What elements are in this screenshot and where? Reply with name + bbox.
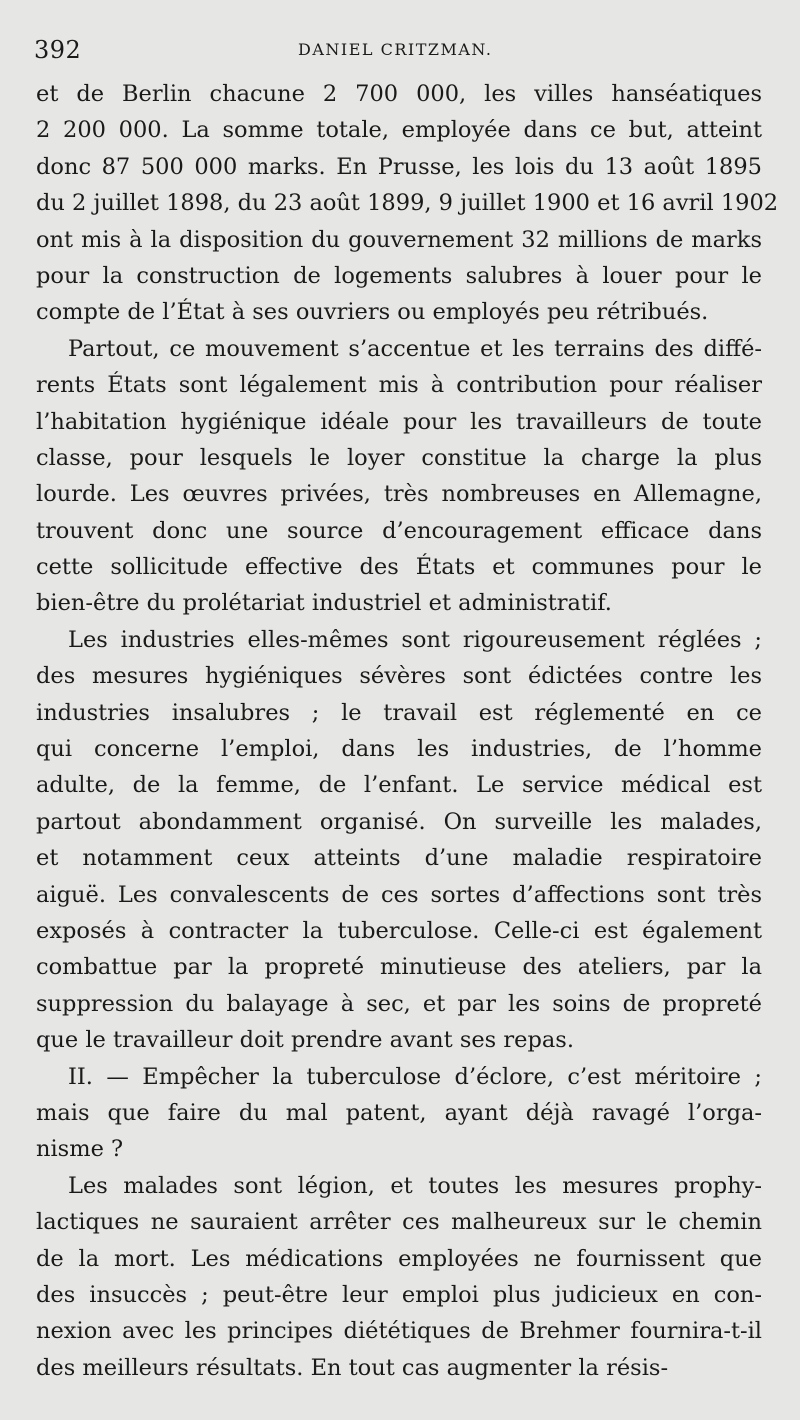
paragraph xyxy=(36,331,762,622)
page-number: 392 xyxy=(34,36,82,64)
text-line: l’habitation hygiénique idéale pour les travailleurs de toute xyxy=(36,408,762,435)
text-line: classe, pour lesquels le loyer constitue la charge la plus xyxy=(36,444,762,471)
text-line: partout abondamment organisé. On surveille les malades, xyxy=(36,808,762,835)
text-line: pour la construction de logements salubres à louer pour le xyxy=(36,262,762,289)
text-line: donc 87 500 000 marks. En Prusse, les lois du 13 août 1895 xyxy=(36,153,762,180)
running-title: DANIEL CRITZMAN. xyxy=(298,40,493,59)
text-line: II. — Empêcher la tuberculose d’éclore, c’est méritoire ; xyxy=(68,1063,762,1090)
text-line: que le travailleur doit prendre avant ses repas. xyxy=(36,1027,574,1054)
body-text xyxy=(36,76,779,1386)
text-line: bien-être du prolétariat industriel et administratif. xyxy=(36,590,612,617)
text-line: des meilleurs résultats. En tout cas augmenter la résis- xyxy=(36,1354,669,1381)
text-line: ont mis à la disposition du gouvernement 32 millions de marks xyxy=(36,226,762,253)
text-line: 2 200 000. La somme totale, employée dans ce but, atteint xyxy=(36,117,762,144)
text-line: suppression du balayage à sec, et par les soins de propreté xyxy=(36,990,762,1017)
text-line: et de Berlin chacune 2 700 000, les villes hanséatiques xyxy=(36,81,762,107)
text-line: et notamment ceux atteints d’une maladie respiratoire xyxy=(36,845,762,872)
text-line: lactiques ne sauraient arrêter ces malheureux sur le chemin xyxy=(36,1209,762,1236)
paragraph xyxy=(36,1168,762,1386)
text-line: rents États sont légalement mis à contribution pour réaliser xyxy=(36,372,762,399)
text-line: compte de l’État à ses ouvriers ou employés peu rétribués. xyxy=(36,299,709,326)
paragraph xyxy=(36,1059,762,1168)
text-line: exposés à contracter la tuberculose. Celle-ci est également xyxy=(36,917,762,944)
running-head xyxy=(34,36,760,68)
paragraph xyxy=(36,76,779,331)
text-line: adulte, de la femme, de l’enfant. Le service médical est xyxy=(36,772,762,799)
text-line: Les industries elles-mêmes sont rigoureusement réglées ; xyxy=(68,626,762,653)
text-line: Les malades sont légion, et toutes les mesures prophy- xyxy=(68,1172,762,1199)
text-line: du 2 juillet 1898, du 23 août 1899, 9 juillet 1900 et 16 avril 1902 xyxy=(36,190,779,217)
paragraph xyxy=(36,622,762,1059)
text-line: mais que faire du mal patent, ayant déjà ravagé l’orga- xyxy=(36,1099,762,1126)
text-line: trouvent donc une source d’encouragement efficace dans xyxy=(36,517,762,544)
text-line: Partout, ce mouvement s’accentue et les terrains des diffé- xyxy=(68,335,762,362)
text-line: aiguë. Les convalescents de ces sortes d’affections sont très xyxy=(36,881,762,908)
text-line: lourde. Les œuvres privées, très nombreuses en Allemagne, xyxy=(36,481,762,508)
text-line: nexion avec les principes diététiques de Brehmer fournira-t-il xyxy=(36,1318,762,1345)
text-line: combattue par la propreté minutieuse des ateliers, par la xyxy=(36,954,762,981)
text-line: qui concerne l’emploi, dans les industries, de l’homme xyxy=(36,736,762,763)
text-line: des insuccès ; peut-être leur emploi plus judicieux en con- xyxy=(36,1281,762,1308)
text-line: de la mort. Les médications employées ne fournissent que xyxy=(36,1245,762,1272)
text-line: industries insalubres ; le travail est réglementé en ce xyxy=(36,699,762,726)
text-line: des mesures hygiéniques sévères sont édictées contre les xyxy=(36,663,762,690)
text-line: cette sollicitude effective des États et communes pour le xyxy=(36,554,762,581)
text-line: nisme ? xyxy=(36,1136,124,1163)
